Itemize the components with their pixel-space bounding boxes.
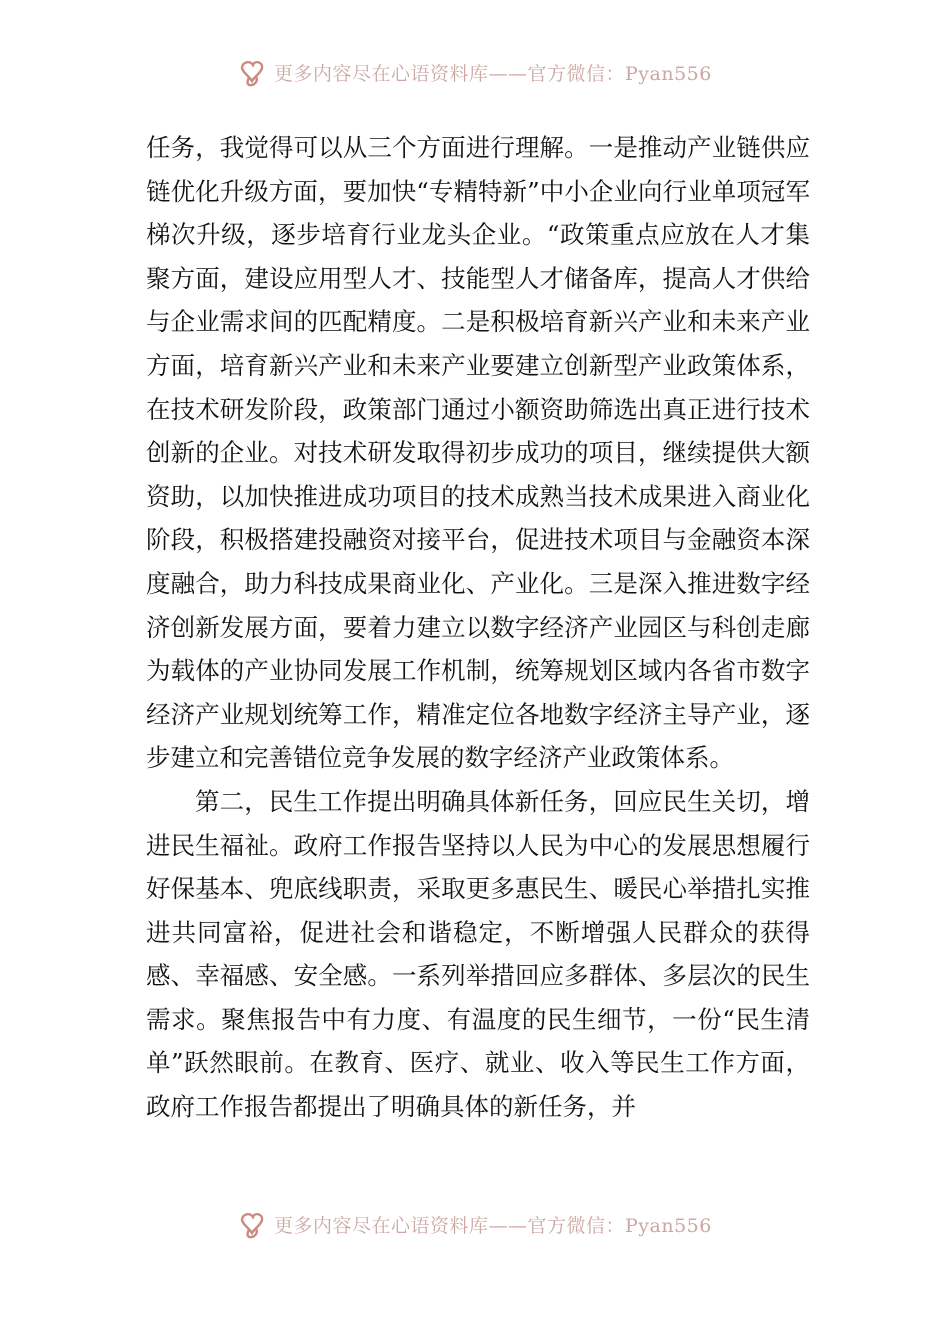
footer-watermark: [236, 1208, 736, 1240]
brand-logo-icon: [236, 56, 268, 88]
paragraph-second: 第二，民生工作提出明确具体新任务，回应民生关切，增进民生福祉。政府工作报告坚持以人民为中心的发展思想履行好保基本、兜底线职责，采取更多惠民生、暖民心举措扎实推进共同富裕，促进社会和谐稳定，不断增强人民群众的获得感、幸福感、安全感。一系列举措回应多群体、多层次的民生需求。聚焦报告中有力度、有温度的民生细节，一份“民生清单”跃然眼前。在教育、医疗、就业、收入等民生工作方面，政府工作报告都提出了明确具体的新任务，并: [146, 786, 810, 1122]
paragraph-first: 任务，我觉得可以从三个方面进行理解。一是推动产业链供应链优化升级方面，要加快“专精特新”中小企业向行业单项冠军梯次升级，逐步培育行业龙头企业。“政策重点应放在人才集聚方面，建设应用型人才、技能型人才储备库，提高人才供给与企业需求间的匹配精度。二是积极培育新兴产业和未来产业方面，培育新兴产业和未来产业要建立创新型产业政策体系，在技术研发阶段，政策部门通过小额资助筛选出真正进行技术创新的企业。对技术研发取得初步成功的项目，继续提供大额资助，以加快推进成功项目的技术成熟当技术成果进入商业化阶段，积极搭建投融资对接平台，促进技术项目与金融资本深度融合，助力科技成果商业化、产业化。三是深入推进数字经济创新发展方面，要着力建立以数字经济产业园区与科创走廊为载体的产业协同发展工作机制，统筹规划区域内各省市数字经济产业规划统筹工作，精准定位各地数字经济主导产业，逐步建立和完善错位竞争发展的数字经济产业政策体系。: [146, 133, 810, 773]
header-watermark: [236, 56, 736, 88]
watermark-text: 更多内容尽在心语资料库——官方微信：Pyan556: [274, 1214, 712, 1237]
brand-logo-icon: [236, 1208, 268, 1240]
watermark-text: 更多内容尽在心语资料库——官方微信：Pyan556: [274, 62, 712, 85]
document-body: [146, 126, 810, 1129]
